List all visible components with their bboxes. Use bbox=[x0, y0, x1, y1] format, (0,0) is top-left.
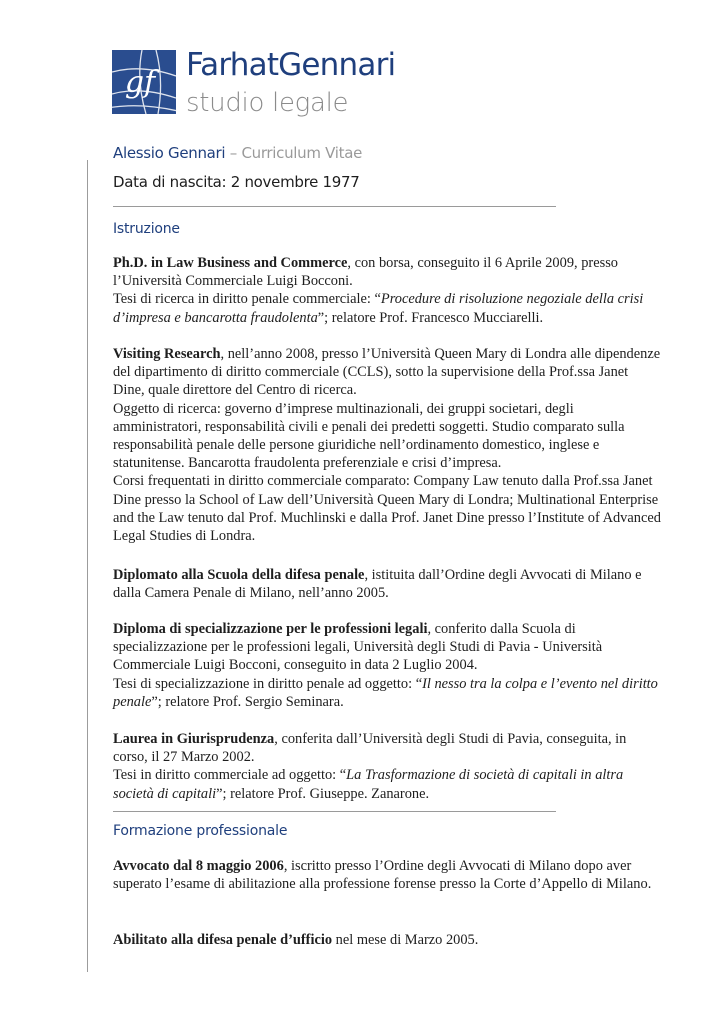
birth-date bbox=[113, 173, 360, 191]
firm-name: FarhatGennari bbox=[186, 47, 396, 83]
logo-monogram-mark bbox=[112, 50, 176, 114]
divider bbox=[113, 206, 556, 207]
entry-difesa-penale bbox=[113, 566, 661, 602]
left-margin-line bbox=[87, 160, 88, 972]
thesis-prefix: Tesi di specializzazione in diritto penale ad oggetto: “ bbox=[113, 675, 423, 692]
entry-phd-text: , con borsa, conseguito il 6 Aprile 2009, presso l’Università Commerciale Luigi Bocconi. bbox=[113, 255, 618, 290]
svg-text:gf: gf bbox=[124, 65, 156, 100]
entry-abilitato-main bbox=[113, 931, 661, 949]
cv-header bbox=[113, 144, 362, 162]
section-title-education: Istruzione bbox=[113, 221, 180, 237]
entry-laurea bbox=[113, 730, 661, 803]
firm-subtitle: studio legale bbox=[186, 88, 349, 118]
entry-abilitato-text: nel mese di Marzo 2005. bbox=[332, 932, 479, 948]
entry-visiting-text: , nell’anno 2008, presso l’Università Queen Mary di Londra alle dipendenze del dipartimento di diritto commerciale (CCLS), sotto la supervisione della Prof.ssa Janet Dine, quale direttore del Centro di ricerca. bbox=[113, 346, 661, 399]
entry-spec-main bbox=[113, 620, 661, 675]
entry-specializzazione bbox=[113, 620, 661, 711]
entry-abilitato bbox=[113, 931, 661, 949]
entry-avvocato-title: Avvocato dal 8 maggio 2006 bbox=[113, 858, 284, 874]
birth-date-value: 2 novembre 1977 bbox=[230, 173, 360, 191]
entry-avvocato-main bbox=[113, 857, 661, 893]
person-name: Alessio Gennari bbox=[113, 144, 226, 162]
header-separator: – bbox=[229, 144, 237, 162]
entry-phd-main bbox=[113, 254, 661, 290]
entry-difesa-text: , istituita dall’Ordine degli Avvocati di Milano e dalla Camera Penale di Milano, nell’anno 2005. bbox=[113, 567, 642, 602]
document-title: Curriculum Vitae bbox=[241, 144, 363, 162]
section-title-professional: Formazione professionale bbox=[113, 823, 288, 839]
thesis-title: La Trasformazione di società di capitali in altra società di capitali bbox=[113, 767, 624, 802]
thesis-suffix: ”; relatore Prof. Francesco Mucciarelli. bbox=[317, 309, 544, 326]
entry-visiting-main bbox=[113, 345, 661, 400]
divider bbox=[113, 811, 556, 812]
entry-visiting-courses: Corsi frequentati in diritto commerciale comparato: Company Law tenuto dalla Prof.ssa Janet Dine presso la School of Law dell’Università Queen Mary di Londra; Multinational Enterprise and the Law tenuto dal Prof. Muchlinski e dalla Prof. Janet Dine presso l’Institute of Advanced Legal Studies di Londra. bbox=[113, 473, 661, 545]
entry-spec-title: Diploma di specializzazione per le professioni legali bbox=[113, 621, 428, 637]
birth-date-label: Data di nascita: bbox=[113, 173, 227, 191]
entry-spec-text: , conferito dalla Scuola di specializzazione per le professioni legali, Università degli Studi di Pavia - Università Commerciale Luigi Bocconi, conseguito in data 2 Luglio 2004. bbox=[113, 621, 603, 674]
entry-phd-title: Ph.D. in Law Business and Commerce bbox=[113, 255, 348, 271]
entry-visiting-object: Oggetto di ricerca: governo d’imprese multinazionali, dei gruppi societari, degli amministratori, responsabilità civili e penali dei predetti soggetti. Studio comparato sulla responsabilità penale delle persone giuridiche nell’ordinamento domestico, inglese e statunitense. Bancarotta fraudolenta preferenziale e crisi d’impresa. bbox=[113, 400, 625, 472]
thesis-prefix: Tesi di ricerca in diritto penale commerciale: “ bbox=[113, 291, 381, 308]
thesis-title: Procedure di risoluzione negoziale della crisi d’impresa e bancarotta fraudolenta bbox=[113, 291, 644, 326]
entry-laurea-text: , conferita dall’Università degli Studi di Pavia, conseguita, in corso, il 27 Marzo 2002. bbox=[113, 731, 627, 766]
entry-visiting-research bbox=[113, 345, 661, 545]
entry-spec-thesis bbox=[113, 675, 661, 711]
entry-laurea-title: Laurea in Giurisprudenza bbox=[113, 731, 275, 747]
thesis-suffix: ”; relatore Prof. Giuseppe. Zanarone. bbox=[216, 785, 430, 802]
monogram-gf-icon bbox=[112, 50, 176, 114]
entry-visiting-title: Visiting Research bbox=[113, 346, 221, 362]
entry-difesa-main bbox=[113, 566, 661, 602]
entry-phd bbox=[113, 254, 661, 327]
thesis-suffix: ”; relatore Prof. Sergio Seminara. bbox=[151, 693, 344, 710]
entry-avvocato-text: , iscritto presso l’Ordine degli Avvocati di Milano dopo aver superato l’esame di abilitazione alla professione forense presso la Corte d’Appello di Milano. bbox=[113, 858, 652, 893]
entry-abilitato-title: Abilitato alla difesa penale d’ufficio bbox=[113, 932, 333, 948]
entry-phd-thesis bbox=[113, 290, 661, 326]
entry-laurea-thesis bbox=[113, 766, 661, 802]
thesis-title: Il nesso tra la colpa e l’evento nel diritto penale bbox=[113, 675, 658, 710]
entry-difesa-title: Diplomato alla Scuola della difesa penale bbox=[113, 567, 365, 583]
entry-laurea-main bbox=[113, 730, 661, 766]
thesis-prefix: Tesi in diritto commerciale ad oggetto: “ bbox=[113, 767, 347, 784]
entry-avvocato bbox=[113, 857, 661, 893]
